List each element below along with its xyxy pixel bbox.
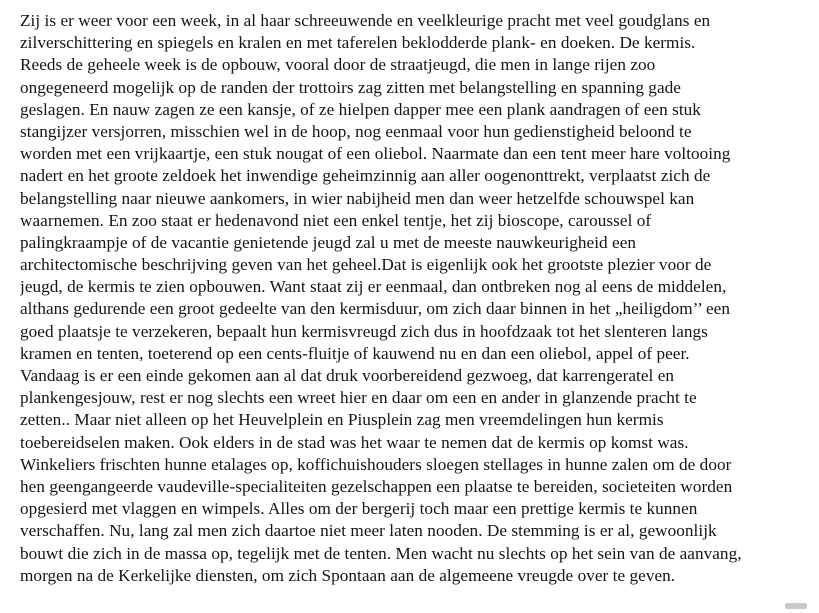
text-line-20: toebereidselen maken. Ook elders in de stad was het waar te nemen dat de kermis op komst was. bbox=[20, 432, 689, 452]
text-line-15: goed plaatsje te verzekeren, bepaalt hun kermisvreugd zich dus in hoofdzaak tot het slenteren langs bbox=[20, 321, 708, 341]
text-line-17: Vandaag is er een einde gekomen aan al dat druk voorbereidend gezwoeg, dat karrengeratel en bbox=[20, 366, 675, 385]
text-line-2: zilverschittering en spiegels en kralen en met taferelen beklodderde plank- en doeken. De kermis. bbox=[20, 33, 696, 53]
text-line-9: belangstelling naar nieuwe aankomers, in wier nabijheid men dan weer hetzelfde schouwspel kan bbox=[20, 188, 695, 208]
text-line-14: althans gedurende een groot gedeelte van den kermisduur, om zich daar binnen in het „heiligdom’’ een bbox=[20, 299, 731, 319]
text-line-7: worden met een vrijkaartje, een stuk nougat of een oliebol. Naarmate dan een tent meer hare voltooing bbox=[20, 144, 731, 164]
text-line-10: waarnemen. En zoo staat er hedenavond niet een enkel tentje, het zij bioscope, caroussel of bbox=[20, 210, 652, 230]
text-line-12: architectomische beschrijving geven van het geheel.Dat is eigenlijk ook het grootste plezier voor de bbox=[20, 255, 712, 275]
text-line-13: jeugd, de kermis te zien opbouwen. Want staat zij er eenmaal, dan ontbreken nog al eens de middelen, bbox=[20, 277, 727, 297]
text-line-21: Winkeliers frischten hunne etalages op, koffichuishouders sloegen stellages in hunne zalen om de door bbox=[20, 454, 732, 474]
text-line-18: plankengesjouw, rest er nog slechts een wreet hier en daar om een en ander in glanzende pracht te bbox=[20, 388, 697, 408]
text-line-24: verschaffen. Nu, lang zal men zich daartoe niet meer laten nooden. De stemming is er al, gewoonlijk bbox=[20, 521, 717, 541]
text-line-6: stangijzer versjorren, misschien wel in de hoop, nog eenmaal voor hun gedienstigheid beloond te bbox=[20, 121, 692, 141]
text-line-1: Zij is er weer voor een week, in al haar schreeuwende en veelkleurige pracht met veel goudglans en bbox=[20, 11, 711, 30]
text-line-4: ongegeneerd mogelijk op de randen der trottoirs zag zitten met belangstelling en spanning gade bbox=[20, 77, 681, 97]
text-line-16: kramen en tenten, toeterend op een cents-fluitje of kauwend nu en dan een oliebol, appel of peer. bbox=[20, 343, 690, 363]
text-line-11: palingkraampje of de vacantie genietende jeugd zal u met de meeste nauwkeurigheid een bbox=[20, 232, 637, 252]
text-line-23: opgesierd met vlaggen en wimpels. Alles om der bergerij toch maar een prettige kermis te kunnen bbox=[20, 499, 698, 519]
text-line-19: zetten.. Maar niet alleen op het Heuvelplein en Piusplein zag men vreemdelingen hun kermis bbox=[20, 410, 664, 430]
text-line-25: bouwt die zich in de massa op, tegelijk met de tenten. Men wacht nu slechts op het sein van de aanvang, bbox=[20, 543, 742, 563]
text-line-3: Reeds de geheele week is de opbouw, vooral door de straatjeugd, die men in lange rijen zoo bbox=[20, 55, 656, 75]
text-line-8: nadert en het groote zeldoek het inwendige geheimzinnig aan aller oogenonttrekt, verplaatst zich de bbox=[20, 166, 711, 186]
scan-mark bbox=[785, 603, 807, 609]
article-text bbox=[20, 10, 815, 587]
text-line-5: geslagen. En nauw zagen ze een kansje, of ze hielpen dapper mee een plank aandragen of een stuk bbox=[20, 99, 701, 119]
text-line-22: hen geengangeerde vaudeville-specialiteiten gezelschappen een plaatse te bereiden, societeiten worden bbox=[20, 476, 733, 496]
text-line-26: morgen na de Kerkelijke diensten, om zich Spontaan aan de algemeene vreugde over te geven. bbox=[20, 565, 676, 585]
